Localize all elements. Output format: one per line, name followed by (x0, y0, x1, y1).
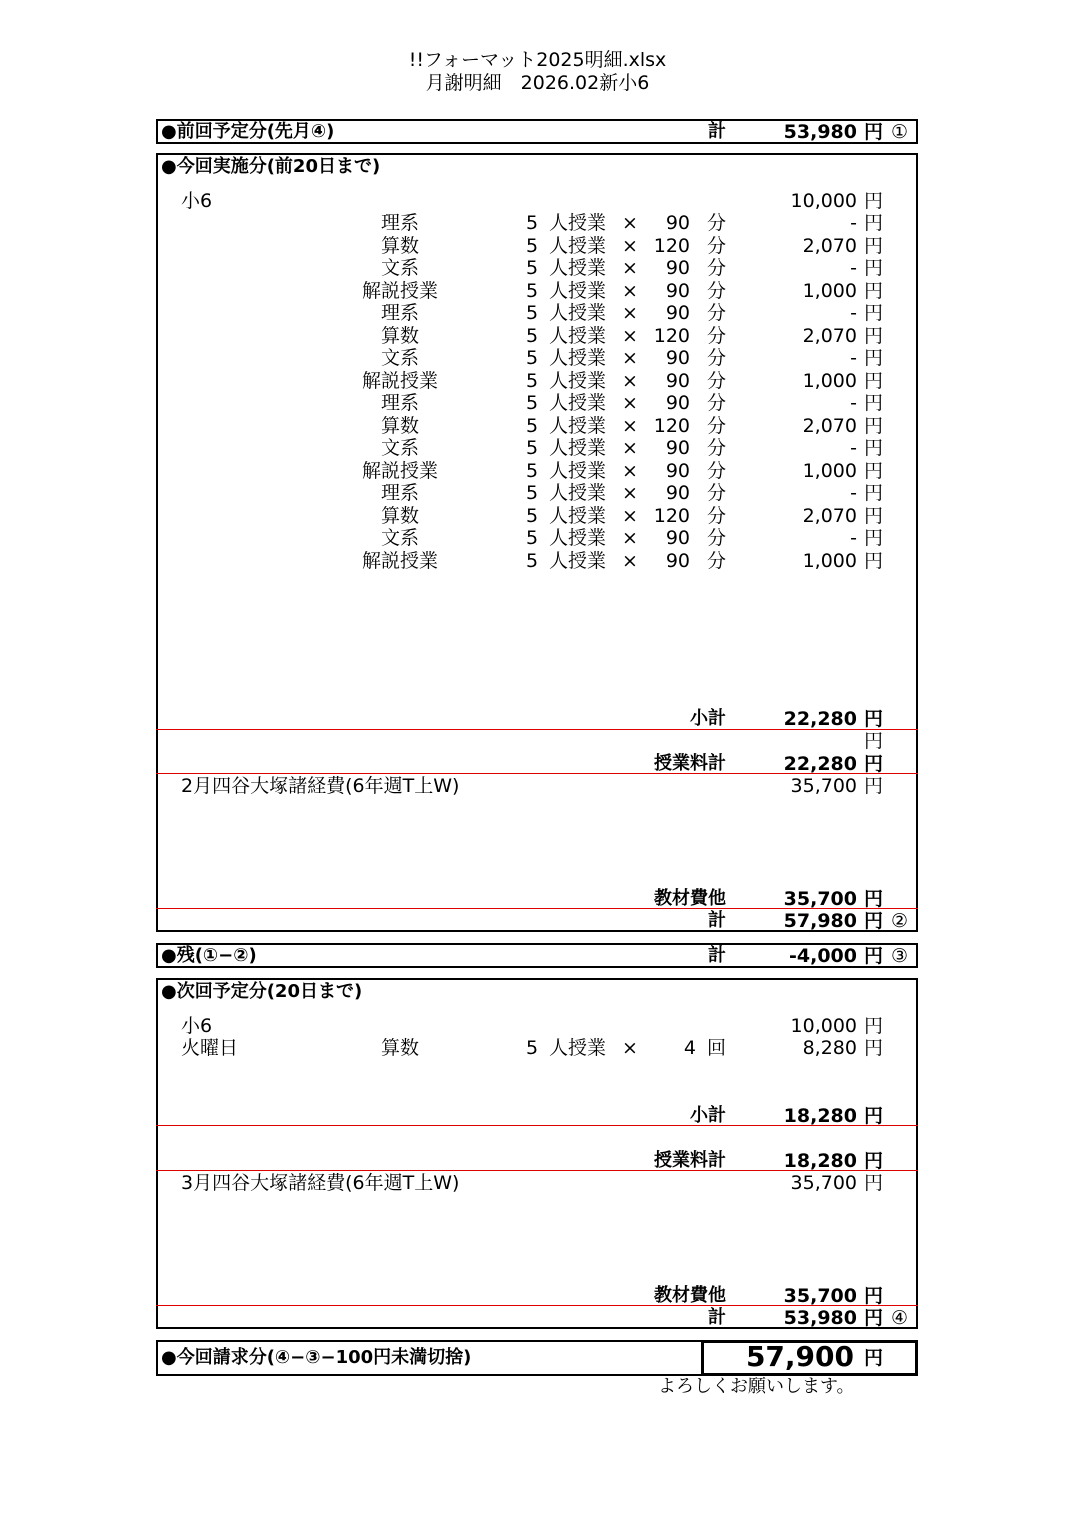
lesson-fee: 1,000 (802, 370, 857, 392)
next-times: × (622, 1037, 638, 1059)
lesson-count: 5 (526, 415, 539, 437)
lesson-count: 5 (526, 235, 539, 257)
divider-line (156, 729, 918, 730)
lesson-minute-unit: 分 (707, 347, 727, 369)
lesson-unit: 人授業 (549, 460, 607, 482)
lesson-count: 5 (526, 550, 539, 572)
lesson-minute-unit: 分 (707, 235, 727, 257)
lesson-yen: 円 (864, 302, 884, 324)
next-base-yen: 円 (864, 1015, 884, 1037)
lesson-unit: 人授業 (549, 527, 607, 549)
lesson-count: 5 (526, 257, 539, 279)
lesson-fee: - (850, 527, 857, 549)
lesson-fee: - (850, 437, 857, 459)
lesson-minute-unit: 分 (707, 527, 727, 549)
lesson-minutes: 90 (665, 302, 690, 324)
balance-total-value: -4,000 (789, 945, 857, 967)
lesson-times: × (622, 550, 638, 572)
lesson-minutes: 90 (665, 527, 690, 549)
lesson-unit: 人授業 (549, 415, 607, 437)
lesson-minute-unit: 分 (707, 370, 727, 392)
current-subtotal-value: 22,280 (783, 708, 857, 730)
current-material-item-value: 35,700 (790, 775, 857, 797)
lesson-fee: 1,000 (802, 460, 857, 482)
lesson-subject: 算数 (380, 325, 419, 347)
balance-mark: ③ (891, 945, 909, 967)
lesson-times: × (622, 437, 638, 459)
current-tuition-yen: 円 (864, 753, 884, 775)
lesson-yen: 円 (864, 347, 884, 369)
closing-message: よろしくお願いします。 (658, 1376, 855, 1397)
lesson-minute-unit: 分 (707, 257, 727, 279)
balance-yen: 円 (864, 945, 884, 967)
current-total-yen: 円 (864, 910, 884, 932)
lesson-yen: 円 (864, 235, 884, 257)
statement-title: 月謝明細 2026.02新小6 (425, 72, 650, 94)
lesson-minutes: 90 (665, 437, 690, 459)
billing-yen: 円 (864, 1347, 884, 1369)
current-grade: 小6 (181, 190, 213, 212)
lesson-minute-unit: 分 (707, 505, 727, 527)
lesson-fee: - (850, 257, 857, 279)
lesson-times: × (622, 235, 638, 257)
next-unit: 人授業 (549, 1037, 607, 1059)
current-material-label: 教材費他 (654, 888, 726, 909)
next-subtotal-value: 18,280 (783, 1105, 857, 1127)
next-base-fee: 10,000 (790, 1015, 857, 1037)
lesson-minutes: 90 (665, 392, 690, 414)
next-material-item-value: 35,700 (790, 1172, 857, 1194)
next-total-yen: 円 (864, 1307, 884, 1329)
lesson-yen: 円 (864, 257, 884, 279)
lesson-times: × (622, 370, 638, 392)
lesson-subject: 文系 (380, 437, 419, 459)
lesson-fee: - (850, 482, 857, 504)
lesson-fee: 2,070 (802, 505, 857, 527)
billing-amount: 57,900 (745, 1340, 854, 1373)
prev-mark: ① (891, 121, 909, 143)
lesson-count: 5 (526, 437, 539, 459)
lesson-unit: 人授業 (549, 392, 607, 414)
lesson-fee: - (850, 212, 857, 234)
lesson-unit: 人授業 (549, 437, 607, 459)
lesson-subject: 文系 (380, 527, 419, 549)
lesson-unit: 人授業 (549, 212, 607, 234)
lesson-minutes: 120 (653, 415, 690, 437)
next-count: 5 (526, 1037, 539, 1059)
lesson-unit: 人授業 (549, 302, 607, 324)
lesson-unit: 人授業 (549, 347, 607, 369)
current-base-fee: 10,000 (790, 190, 857, 212)
lesson-count: 5 (526, 280, 539, 302)
lesson-subject: 文系 (380, 347, 419, 369)
lesson-yen: 円 (864, 482, 884, 504)
balance-total-label: 計 (708, 945, 726, 966)
lesson-unit: 人授業 (549, 550, 607, 572)
current-material-item-yen: 円 (864, 775, 884, 797)
next-material-item: 3月四谷大塚諸経費(6年週T上W) (181, 1172, 460, 1194)
lesson-minutes: 90 (665, 212, 690, 234)
lesson-count: 5 (526, 505, 539, 527)
file-name: !!フォーマット2025明細.xlsx (408, 49, 667, 71)
next-subject: 算数 (380, 1037, 419, 1059)
next-tuition-yen: 円 (864, 1150, 884, 1172)
current-subtotal-yen: 円 (864, 708, 884, 730)
lesson-yen: 円 (864, 212, 884, 234)
prev-total-value: 53,980 (783, 121, 857, 143)
divider-line (156, 1125, 918, 1126)
next-total-label: 計 (708, 1307, 726, 1328)
current-tuition-label: 授業料計 (654, 753, 726, 774)
prev-total-label: 計 (708, 121, 726, 142)
lesson-subject: 算数 (380, 505, 419, 527)
current-total-value: 57,980 (783, 910, 857, 932)
next-total-mark: ④ (891, 1307, 909, 1329)
next-material-value: 35,700 (783, 1285, 857, 1307)
lesson-yen: 円 (864, 415, 884, 437)
next-total-value: 53,980 (783, 1307, 857, 1329)
lesson-times: × (622, 347, 638, 369)
lesson-times: × (622, 212, 638, 234)
lesson-count: 5 (526, 370, 539, 392)
current-total-label: 計 (708, 910, 726, 931)
divider-line (156, 908, 918, 909)
lesson-unit: 人授業 (549, 482, 607, 504)
lesson-times: × (622, 460, 638, 482)
next-fee-yen: 円 (864, 1037, 884, 1059)
lesson-fee: 2,070 (802, 325, 857, 347)
current-tuition-value: 22,280 (783, 753, 857, 775)
current-material-value: 35,700 (783, 888, 857, 910)
lesson-times: × (622, 482, 638, 504)
lesson-yen: 円 (864, 505, 884, 527)
lesson-minutes: 90 (665, 460, 690, 482)
lesson-yen: 円 (864, 460, 884, 482)
lesson-count: 5 (526, 212, 539, 234)
lesson-minutes: 90 (665, 550, 690, 572)
current-total-mark: ② (891, 910, 909, 932)
next-tuition-label: 授業料計 (654, 1150, 726, 1171)
lesson-yen: 円 (864, 437, 884, 459)
lesson-yen: 円 (864, 325, 884, 347)
next-subtotal-label: 小計 (690, 1105, 726, 1126)
lesson-yen: 円 (864, 527, 884, 549)
lesson-subject: 解説授業 (361, 370, 438, 392)
lesson-fee: 1,000 (802, 280, 857, 302)
lesson-unit: 人授業 (549, 505, 607, 527)
lesson-count: 5 (526, 325, 539, 347)
lesson-minutes: 90 (665, 347, 690, 369)
divider-line (156, 1170, 918, 1171)
lesson-subject: 解説授業 (361, 460, 438, 482)
lesson-subject: 算数 (380, 415, 419, 437)
balance-heading: ●残(①−②) (161, 945, 257, 966)
lesson-minutes: 120 (653, 505, 690, 527)
lesson-fee: - (850, 347, 857, 369)
lesson-count: 5 (526, 527, 539, 549)
lesson-minutes: 90 (665, 482, 690, 504)
next-session-unit: 回 (707, 1037, 727, 1059)
next-fee: 8,280 (802, 1037, 857, 1059)
divider-line (156, 773, 918, 774)
lesson-subject: 文系 (380, 257, 419, 279)
lesson-yen: 円 (864, 370, 884, 392)
lesson-yen: 円 (864, 280, 884, 302)
lesson-minute-unit: 分 (707, 325, 727, 347)
lesson-subject: 算数 (380, 235, 419, 257)
lesson-subject: 理系 (380, 392, 419, 414)
lesson-times: × (622, 527, 638, 549)
prev-yen: 円 (864, 121, 884, 143)
current-subtotal-label: 小計 (690, 708, 726, 729)
lesson-unit: 人授業 (549, 325, 607, 347)
next-day: 火曜日 (181, 1037, 239, 1059)
lesson-times: × (622, 505, 638, 527)
current-material-yen: 円 (864, 888, 884, 910)
lesson-times: × (622, 325, 638, 347)
lesson-minute-unit: 分 (707, 302, 727, 324)
lesson-subject: 理系 (380, 302, 419, 324)
lesson-times: × (622, 415, 638, 437)
lesson-minute-unit: 分 (707, 392, 727, 414)
lesson-minute-unit: 分 (707, 437, 727, 459)
current-heading: ●今回実施分(前20日まで) (161, 156, 381, 177)
lesson-minute-unit: 分 (707, 482, 727, 504)
lesson-unit: 人授業 (549, 235, 607, 257)
lesson-minutes: 120 (653, 325, 690, 347)
lesson-unit: 人授業 (549, 257, 607, 279)
lesson-unit: 人授業 (549, 280, 607, 302)
billing-heading: ●今回請求分(④−③−100円未満切捨) (161, 1347, 472, 1368)
lesson-fee: 2,070 (802, 415, 857, 437)
lesson-yen: 円 (864, 550, 884, 572)
lesson-times: × (622, 257, 638, 279)
lesson-subject: 理系 (380, 212, 419, 234)
lesson-times: × (622, 302, 638, 324)
lesson-minutes: 90 (665, 370, 690, 392)
lesson-minutes: 120 (653, 235, 690, 257)
current-base-yen: 円 (864, 190, 884, 212)
current-empty-yen: 円 (864, 730, 884, 752)
lesson-fee: 1,000 (802, 550, 857, 572)
prev-heading: ●前回予定分(先月④) (161, 121, 335, 142)
lesson-count: 5 (526, 302, 539, 324)
lesson-fee: - (850, 302, 857, 324)
next-tuition-value: 18,280 (783, 1150, 857, 1172)
lesson-count: 5 (526, 460, 539, 482)
next-heading: ●次回予定分(20日まで) (161, 981, 363, 1002)
next-material-label: 教材費他 (654, 1285, 726, 1306)
divider-line (156, 1305, 918, 1306)
current-material-item: 2月四谷大塚諸経費(6年週T上W) (181, 775, 460, 797)
lesson-times: × (622, 392, 638, 414)
next-material-yen: 円 (864, 1285, 884, 1307)
lesson-count: 5 (526, 482, 539, 504)
lesson-minute-unit: 分 (707, 460, 727, 482)
lesson-times: × (622, 280, 638, 302)
lesson-yen: 円 (864, 392, 884, 414)
lesson-minutes: 90 (665, 257, 690, 279)
lesson-count: 5 (526, 347, 539, 369)
lesson-unit: 人授業 (549, 370, 607, 392)
lesson-subject: 理系 (380, 482, 419, 504)
lesson-minutes: 90 (665, 280, 690, 302)
next-sessions: 4 (683, 1037, 696, 1059)
next-grade: 小6 (181, 1015, 213, 1037)
lesson-minute-unit: 分 (707, 415, 727, 437)
next-material-item-yen: 円 (864, 1172, 884, 1194)
lesson-minute-unit: 分 (707, 550, 727, 572)
next-subtotal-yen: 円 (864, 1105, 884, 1127)
lesson-subject: 解説授業 (361, 550, 438, 572)
lesson-subject: 解説授業 (361, 280, 438, 302)
lesson-fee: - (850, 392, 857, 414)
lesson-fee: 2,070 (802, 235, 857, 257)
lesson-count: 5 (526, 392, 539, 414)
lesson-minute-unit: 分 (707, 212, 727, 234)
lesson-minute-unit: 分 (707, 280, 727, 302)
